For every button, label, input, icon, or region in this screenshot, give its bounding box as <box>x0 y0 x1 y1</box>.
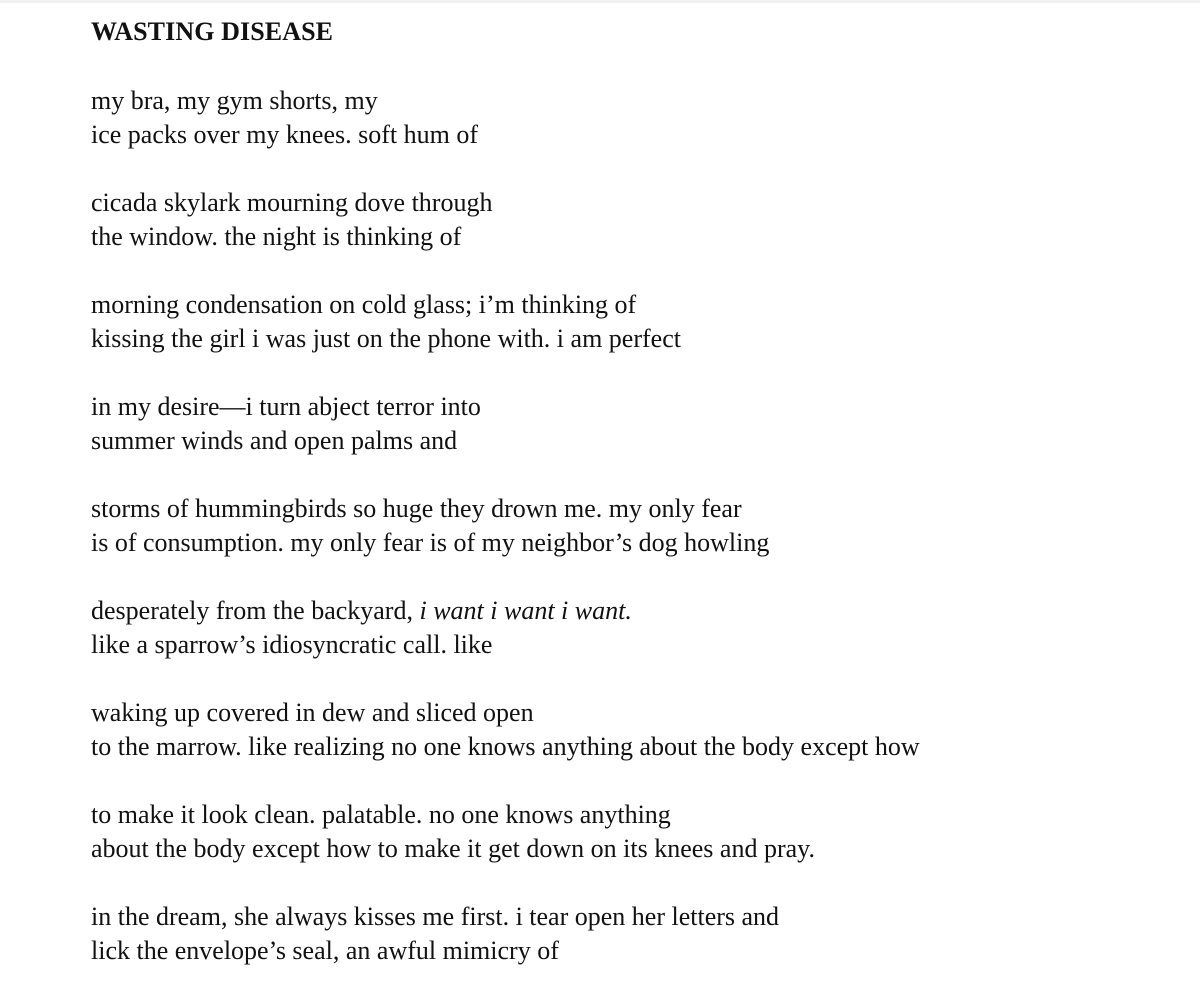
poem <box>91 14 1171 1002</box>
poem-line: in my desire—i turn abject terror into <box>91 392 481 421</box>
poem-line: to make it look clean. palatable. no one knows anything <box>91 800 671 829</box>
stanza-3 <box>91 288 1171 356</box>
poem-line: is of consumption. my only fear is of my neighbor’s dog howling <box>91 528 770 557</box>
stanza-9 <box>91 900 1171 968</box>
top-divider <box>0 0 1200 3</box>
stanza-2 <box>91 186 1171 254</box>
stanza-6 <box>91 594 1171 662</box>
poem-line <box>91 594 1171 628</box>
poem-line: in the dream, she always kisses me first. i tear open her letters and <box>91 902 780 931</box>
stanza-7 <box>91 696 1171 764</box>
poem-line: summer winds and open palms and <box>91 426 458 455</box>
poem-line: ice packs over my knees. soft hum of <box>91 120 479 149</box>
poem-line: like a sparrow’s idiosyncratic call. like <box>91 630 493 659</box>
poem-line: storms of hummingbirds so huge they drown me. my only fear <box>91 494 742 523</box>
poem-line: lick the envelope’s seal, an awful mimicry of <box>91 936 559 965</box>
poem-line: waking up covered in dew and sliced open <box>91 698 534 727</box>
poem-line-italic: i want i want i want. <box>419 596 632 625</box>
stanza-8 <box>91 798 1171 866</box>
stanza-5 <box>91 492 1171 560</box>
poem-line-text: desperately from the backyard, <box>91 596 420 625</box>
poem-line: to the marrow. like realizing no one knows anything about the body except how <box>91 732 920 761</box>
poem-line: my bra, my gym shorts, my <box>91 86 378 115</box>
stanza-1 <box>91 84 1171 152</box>
poem-line: morning condensation on cold glass; i’m thinking of <box>91 290 637 319</box>
poem-title: WASTING DISEASE <box>91 17 334 46</box>
stanza-4 <box>91 390 1171 458</box>
poem-line: cicada skylark mourning dove through <box>91 188 493 217</box>
poem-line: about the body except how to make it get down on its knees and pray. <box>91 834 815 863</box>
poem-line: the window. the night is thinking of <box>91 222 462 251</box>
poem-line: kissing the girl i was just on the phone with. i am perfect <box>91 324 681 353</box>
